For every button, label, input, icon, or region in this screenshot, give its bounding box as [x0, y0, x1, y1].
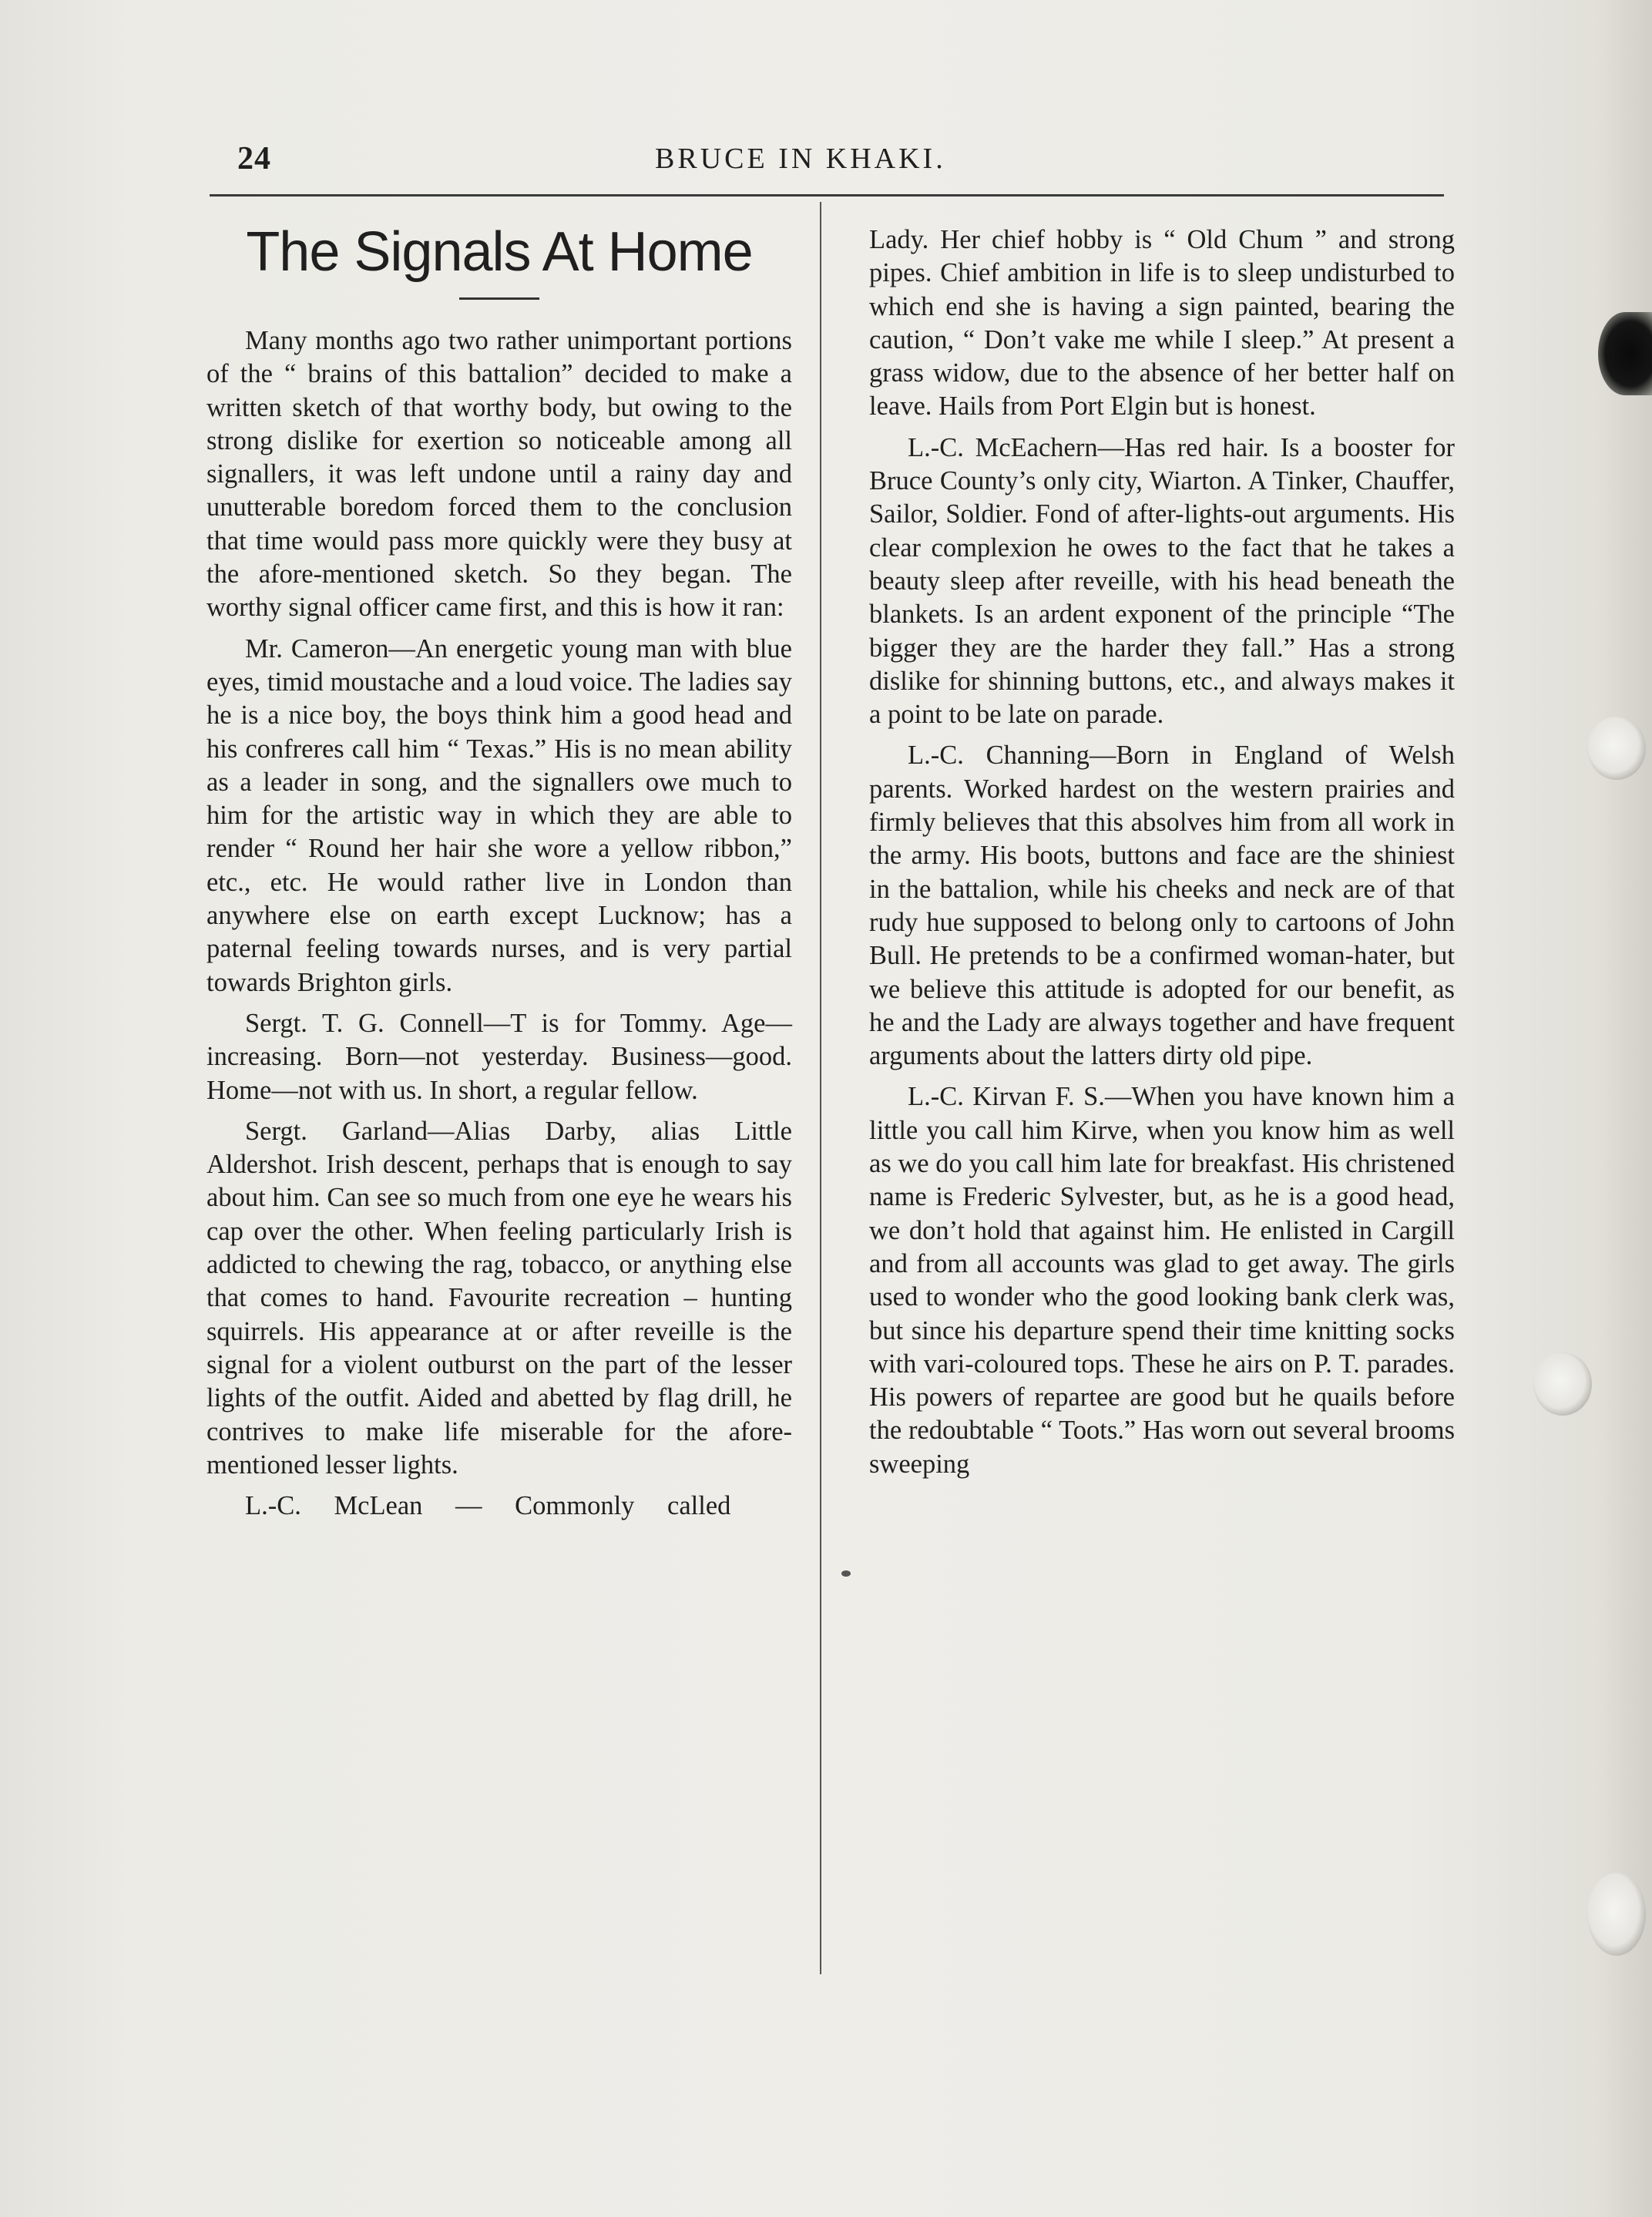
- article-title: The Signals At Home: [246, 221, 753, 283]
- binder-hole-light: [1587, 1873, 1646, 1956]
- paragraph-channing: L.-C. Channing—Born in England of Welsh parents. Worked hardest on the western prairies and firmly believes that this absolves him from all work in the army. His boots, buttons and face are the shiniest in the battalion, while his cheeks and neck are of that rudy hue supposed to belong only to cartoons of John Bull. He pretends to be a confirmed woman-hater, but we believe this attitude is adopted for our benefit, as he and the Lady are always together and have frequent arguments about the latters dirty old pipe.: [869, 741, 1455, 1071]
- paragraph-intro: Many months ago two rather unimportant portions of the “ brains of this battalion” decided to make a written sketch of that worthy body, but owing to the strong dislike for exertion so noticeable among all signallers, it was left undone until a rainy day and unutterable boredom forced them to the conclusion that time would pass more quickly were they busy at the afore-mentioned sketch. So they began. The worthy signal officer came first, and this is how it ran:: [206, 326, 792, 623]
- paragraph-mclean-continued: Lady. Her chief hobby is “ Old Chum ” and strong pipes. Chief ambition in life is to sleep undisturbed to which end she is having a sign painted, bearing the caution, “ Don’t vake me while I sleep.” At present a grass widow, due to the absence of her better half on leave. Hails from Port Elgin but is honest.: [869, 225, 1455, 422]
- paragraph-garland: Sergt. Garland—Alias Darby, alias Little Aldershot. Irish descent, perhaps that is enough to say about him. Can see so much from one eye he wears his cap over the other. When feeling particularly Irish is addicted to chewing the rag, tobacco, or anything else that comes to hand. Favourite recreation – hunting squirrels. His appearance at or after reveille is the signal for a violent outburst on the part of the lesser lights of the outfit. Aided and abetted by flag drill, he contrives to make life miserable for the afore-mentioned lesser lights.: [206, 1116, 792, 1480]
- paragraph-mclean-start: L.-C. McLean — Commonly called: [245, 1491, 731, 1521]
- title-rule: [459, 297, 539, 300]
- binder-hole-dark: [1598, 312, 1652, 395]
- binder-hole-light: [1587, 717, 1646, 780]
- page-number: 24: [237, 141, 271, 176]
- margin-ink-mark: [841, 1570, 851, 1577]
- paragraph-kirvan: L.-C. Kirvan F. S.—When you have known him a little you call him Kirve, when you know him as well as we do you call him late for breakfast. His christened name is Frederic Sylvester, but, as he is a good head, we don’t hold that against him. He enlisted in Cargill and from all accounts was glad to get away. The girls used to wonder who the good looking bank clerk was, but since his departure spend their time knitting socks with vari-coloured tops. These he airs on P. T. parades. His powers of repartee are good but he quails before the redoubtable “ Toots.” Has worn out several brooms sweeping: [869, 1082, 1455, 1479]
- column-divider: [820, 202, 821, 1974]
- left-column: [206, 217, 792, 1530]
- binder-hole-light: [1533, 1352, 1592, 1416]
- header-rule: [210, 194, 1444, 197]
- right-column: [869, 223, 1455, 1489]
- paragraph-cameron: Mr. Cameron—An energetic young man with blue eyes, timid moustache and a loud voice. The ladies say he is a nice boy, the boys think him a good head and his confreres call him “ Texas.” His is no mean ability as a leader in song, and the signallers owe much to him for the artistic way in which they are able to render “ Round her hair she wore a yellow ribbon,” etc., etc. He would rather live in London than anywhere else on earth except Lucknow; has a paternal feeling towards nurses, and is very partial towards Brighton girls.: [206, 633, 792, 997]
- paragraph-connell: Sergt. T. G. Connell—T is for Tommy. Age—increasing. Born—not yesterday. Business—good. Home—not with us. In short, a regular fellow.: [206, 1008, 792, 1105]
- paragraph-mceachern: L.-C. McEachern—Has red hair. Is a booster for Bruce County’s only city, Wiarton. A Tinker, Chauffer, Sailor, Soldier. Fond of after-lights-out arguments. His clear complexion he owes to the fact that he takes a beauty sleep after reveille, with his head beneath the blankets. Is an ardent exponent of the principle “The bigger they are the harder they fall.” Has a strong dislike for shinning buttons, etc., and always makes it a point to be late on parade.: [869, 432, 1455, 730]
- running-title: BRUCE IN KHAKI.: [655, 143, 946, 175]
